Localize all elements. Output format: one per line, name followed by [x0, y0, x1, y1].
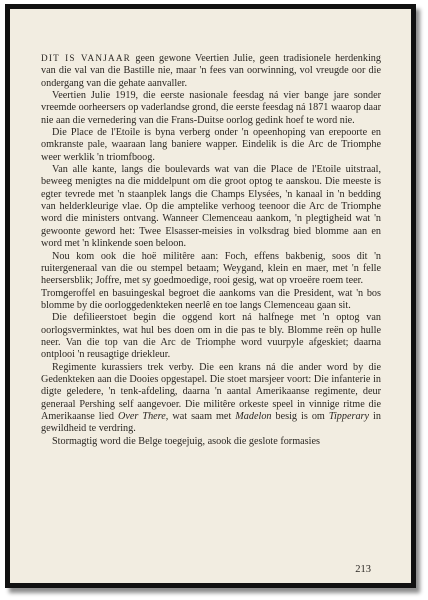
- paragraph-p2: [41, 90, 381, 127]
- paragraph-text: , wat saam met: [165, 410, 236, 422]
- paragraph-p9: [41, 436, 381, 448]
- paragraph-text: Die defilieerstoet begin die oggend kort ná halfnege met 'n optog van oorlogsverminktes, wat hul bes doen om in die pas te bly. Blomme reën op hulle neer. Van die top van die Arc de Triomphe word vuurpyle afgeskiet; daarna ontplooi 'n reusagtige driekleur.: [41, 312, 381, 361]
- paragraph-p8: [41, 362, 381, 436]
- paragraph-text: Die Place de l'Etoile is byna verberg onder 'n opeenhoping van erepoorte en omkranste pale, waaraan lang baniere wapper. Eindelik is die Arc de Triomphe weer werklik 'n triomfboog.: [41, 127, 381, 163]
- page-body-text: [41, 52, 381, 448]
- paragraph-text: Veertien Julie 1919, die eerste nasionale feesdag ná vier bange jare sonder vreemde oorheersers op vaderlandse grond, die eerste feesdag ná 1871 waarop daar nie aan die vernedering van die Frans-Duitse oorlog gedink hoef te word nie.: [41, 90, 381, 126]
- paragraph-text: in gewildheid te verdring.: [41, 410, 381, 435]
- paragraph-text: Stormagtig word die Belge toegejuig, asook die geslote formasies: [52, 435, 320, 447]
- paragraph-p3: [41, 127, 381, 164]
- paragraph-p4: [41, 164, 381, 250]
- paragraph-p7: [41, 312, 381, 361]
- paragraph-p5: [41, 251, 381, 288]
- paragraph-p1: [41, 52, 381, 90]
- paragraph-text: Van alle kante, langs die boulevards wat van die Place de l'Etoile uitstraal, beweeg menigtes na die middelpunt om die groot optog te aanskou. Die meeste is egter tevrede met 'n staanplek langs die Champs Elysées, 'n kanaal in 'n bedding van helderkleurige vlae. Op die amptelike verhoog teenoor die Arc de Triomphe word die ministers ontvang. Wanneer Clemenceau aankom, 'n plegtigheid wat 'n gewoonte geword het: Twee Elsasser-meisies in volksdrag bied blomme aan en word met 'n klinkende soen beloon.: [41, 164, 381, 250]
- paragraph-text: geen gewone Veertien Julie, geen tradisionele herdenking van die val van die Bastille nie, maar 'n fees van oorwinning, vol vreugde oor die ondergang van die gehate aanvaller.: [41, 53, 381, 89]
- paragraph-p6: [41, 288, 381, 313]
- paragraph-text: besig is om: [271, 410, 329, 422]
- paragraph-text: Nou kom ook die hoë militêre aan: Foch, effens bakbenig, soos dit 'n ruitergeneraal van die ou stempel betaam; Weygand, klein en maer, met 'n felle heersersblik; Joffre, met sy goedmoedige, rooi gesig, wat op vroeëre roem teer.: [41, 250, 381, 287]
- italic-title-text: Tipperary: [328, 410, 370, 422]
- italic-title-text: Madelon: [235, 410, 272, 422]
- paragraph-text: Tromgeroffel en basuingeskal begroet die aankoms van die President, wat 'n bos blomme by die oorloggedenkteken neerlê en toe langs Clemenceau gaan sit.: [41, 287, 381, 311]
- paragraph-text: Regimente kurassiers trek verby. Die een krans ná die ander word by die Gedenkteken aan die Dooies opgestapel. Die stoet marsjeer voort: Die infanterie in digte geledere, 'n tenk-afdeling, daarna 'n aantal Amerikaanse regimente, deur generaal Pershing self aangevoer. Die militêre orkeste speel in vinnige ritme die Amerikaanse lied: [41, 361, 381, 422]
- italic-title-text: Over There: [118, 410, 166, 422]
- book-page: [10, 9, 411, 583]
- opening-small-caps: DIT IS VANJAAR: [41, 53, 131, 63]
- page-number: 213: [355, 564, 371, 575]
